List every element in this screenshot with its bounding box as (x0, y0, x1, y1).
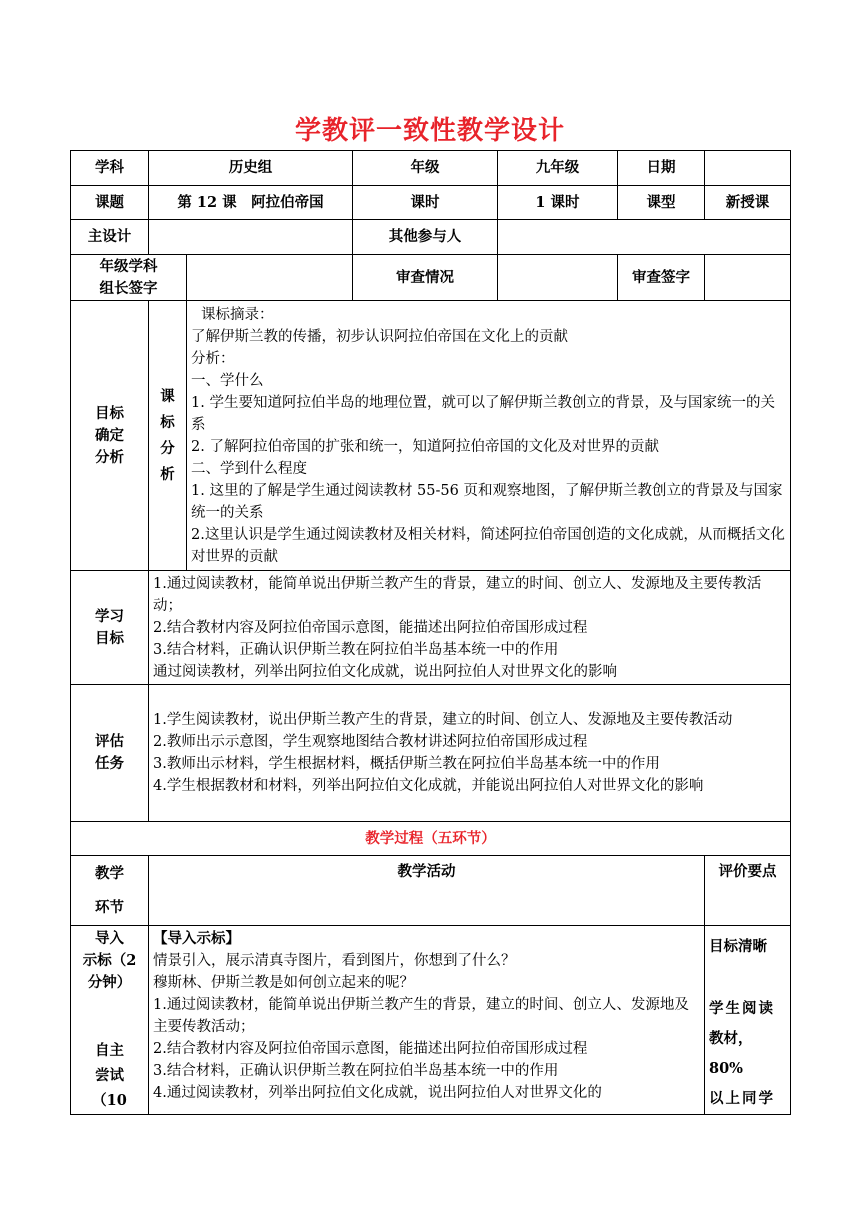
row-goals (71, 301, 791, 571)
lesson-plan-table (70, 150, 791, 1115)
learning-content: 1.通过阅读教材，能简单说出伊斯兰教产生的背景，建立的时间、创立人、发源地及主要传教活动； 2.结合教材内容及阿拉伯帝国示意图，能描述出阿拉伯帝国形成过程 3.结合材料，正确认识伊斯兰教在阿拉伯半岛基本统一中的作用 通过阅读教材，列举出阿拉伯文化成就，说出阿拉伯人对世界文化的影响 (149, 571, 791, 685)
hours-label: 课时 (353, 186, 498, 220)
row-subject (71, 151, 791, 186)
row-learning-goals (71, 571, 791, 685)
subject-label: 学科 (71, 151, 149, 186)
assess-label: 评估 任务 (71, 685, 149, 822)
row-stage-1 (71, 926, 791, 1115)
row-designer (71, 220, 791, 255)
date-value (705, 151, 791, 186)
others-value (498, 220, 791, 255)
process-header: 教学过程（五环节） (71, 822, 791, 856)
row-review (71, 255, 791, 301)
review-sign-value (705, 255, 791, 301)
row-process-header (71, 822, 791, 856)
stage-column-label: 教学 环节 (71, 856, 149, 926)
review-value (498, 255, 618, 301)
designer-value (149, 220, 353, 255)
row-topic (71, 186, 791, 220)
stage-label: 导入 示标（2 分钟） 自主 尝试 （10 (71, 926, 149, 1115)
leader-sign-value (187, 255, 353, 301)
grade-value: 九年级 (498, 151, 618, 186)
activity-column-label: 教学活动 (149, 856, 705, 926)
type-label: 课型 (618, 186, 705, 220)
topic-label: 课题 (71, 186, 149, 220)
designer-label: 主设计 (71, 220, 149, 255)
grade-label: 年级 (353, 151, 498, 186)
learning-label: 学习 目标 (71, 571, 149, 685)
date-label: 日期 (618, 151, 705, 186)
row-assessment (71, 685, 791, 822)
assess-content: 1.学生阅读教材，说出伊斯兰教产生的背景，建立的时间、创立人、发源地及主要传教活动 2.教师出示示意图，学生观察地图结合教材讲述阿拉伯帝国形成过程 3.教师出示材料，学生根据材料，概括伊斯兰教在阿拉伯半岛基本统一中的作用 4.学生根据教材和材料，列举出阿拉伯文化成就，并能说出阿拉伯人对世界文化的影响 (149, 685, 791, 822)
others-label: 其他参与人 (353, 220, 498, 255)
leader-sign-label: 年级学科 组长签字 (71, 255, 187, 301)
row-process-columns (71, 856, 791, 926)
goals-content: 课标摘录： 了解伊斯兰教的传播，初步认识阿拉伯帝国在文化上的贡献 分析： 一、学什么 1. 学生要知道阿拉伯半岛的地理位置，就可以了解伊斯兰教创立的背景，及与国家统一的关系 2. 了解阿拉伯帝国的扩张和统一，知道阿拉伯帝国的文化及对世界的贡献 二、学到什么程度 1. 这里的了解是学生通过阅读教材 55-56 页和观察地图，了解伊斯兰教创立的背景及与国家统一的关系 2.这里认识是学生通过阅读教材及相关材料，简述阿拉伯帝国创造的文化成就，从而概括文化对世界的贡献 (187, 301, 791, 571)
goals-sub-label: 课 标 分 析 (149, 301, 187, 571)
review-label: 审查情况 (353, 255, 498, 301)
subject-value: 历史组 (149, 151, 353, 186)
topic-value: 第 12 课 阿拉伯帝国 (149, 186, 353, 220)
hours-value: 1 课时 (498, 186, 618, 220)
evaluation-column-label: 评价要点 (705, 856, 791, 926)
review-sign-label: 审查签字 (618, 255, 705, 301)
stage-evaluation: 目标清晰 学生阅读 教材，80% 以上同学 (705, 926, 791, 1115)
goals-section-label: 目标 确定 分析 (71, 301, 149, 571)
type-value: 新授课 (705, 186, 791, 220)
document-title: 学教评一致性教学设计 (294, 116, 565, 146)
stage-activity: 【导入示标】 情景引入，展示清真寺图片，看到图片，你想到了什么？ 穆斯林、伊斯兰教是如何创立起来的呢？ 1.通过阅读教材，能简单说出伊斯兰教产生的背景，建立的时间、创立人、发源地及主要传教活动； 2.结合教材内容及阿拉伯帝国示意图，能描述出阿拉伯帝国形成过程 3.结合材料，正确认识伊斯兰教在阿拉伯半岛基本统一中的作用 4.通过阅读教材，列举出阿拉伯文化成就，说出阿拉伯人对世界文化的 (149, 926, 705, 1115)
